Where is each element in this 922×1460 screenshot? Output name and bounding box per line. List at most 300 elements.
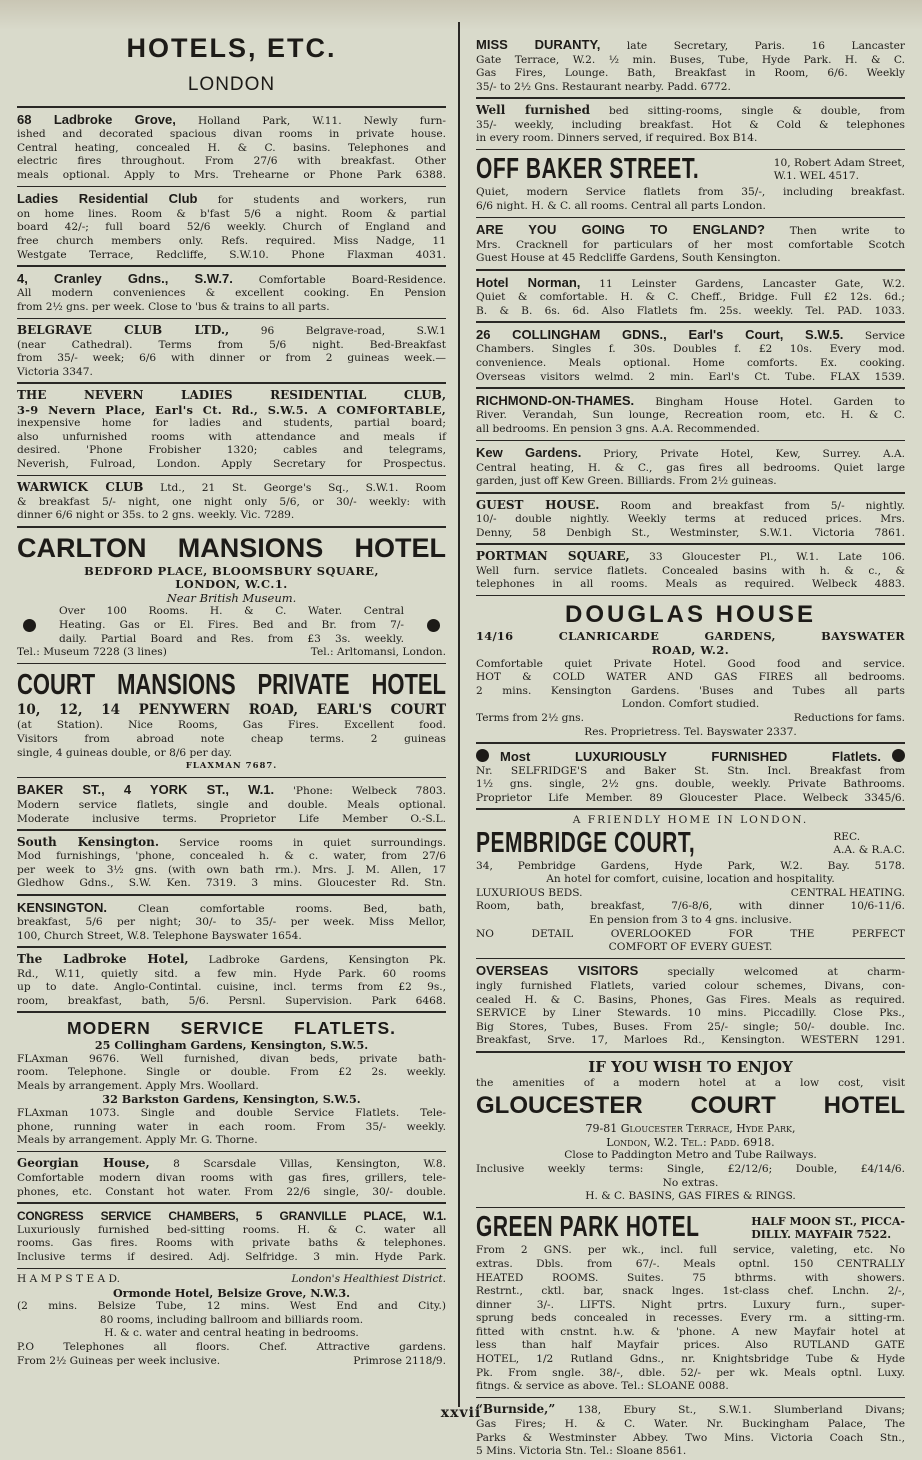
listing-text-left: Tel.: Museum 7228 (3 lines) (17, 646, 167, 659)
listing-text: 10/- double nightly. Weekly terms at reduced prices. Mrs. (476, 513, 905, 526)
listing-line (17, 850, 446, 864)
listing-text: Then write to (764, 225, 906, 238)
listing-text: 25 Collingham Gardens, Kensington, S.W.5. (94, 1038, 369, 1052)
listing-line (476, 792, 905, 806)
listing (17, 899, 446, 945)
listing-name: “Burnside,” (476, 1402, 556, 1417)
listing-line (17, 968, 446, 982)
listing-text: Proprietor Life Member. 89 Gloucester Place. Welbeck 3345/6. (476, 791, 905, 804)
listing-text: Restrnt., cktl. bar, snack lnges. 1st-class chef. Lnchn. 2/-, (476, 1285, 905, 1298)
divider (476, 543, 905, 545)
listing-line (476, 291, 905, 305)
listing-line (476, 54, 905, 68)
listing-text: Over 100 Rooms. H. & C. Water. Central (59, 605, 404, 618)
listing-text: Westgate Terrace, Redcliffe, S.W.10. Phone Flaxman 4031. (17, 248, 446, 261)
listing-text: Holland Park, W.11. Newly furn- (175, 114, 446, 127)
listing (17, 111, 446, 184)
listing-text: Service (843, 329, 905, 342)
listing-text: cealed H. & C. Basins, Phones, Gas Fires. Meals as required. (476, 993, 905, 1006)
listing-line (476, 275, 905, 292)
divider (17, 475, 446, 477)
listing-line (476, 644, 905, 658)
listing-text: CARLTON MANSIONS HOTEL (17, 532, 446, 563)
listing-line (476, 327, 905, 344)
listing-line (17, 271, 446, 288)
listing-line (17, 142, 446, 156)
listing-text: FLAxman 1073. Single and double Service Flatlets. Tele- (17, 1106, 446, 1119)
listing-text: LONDON, W.C.1. (175, 577, 288, 592)
listing (17, 270, 446, 316)
listing-line (17, 835, 446, 851)
listing-line (476, 1021, 905, 1035)
listing-line (476, 887, 905, 901)
listing-text: & breakfast 5/- night, one night only 5/6, or 30/- weekly: with (17, 495, 446, 508)
listing-text: late Secretary, Paris. 16 Lancaster (600, 40, 905, 52)
listing-text: 1½ gns. single, 2½ gns. double, weekly. Private Bathrooms. (476, 778, 905, 791)
divider (17, 318, 446, 320)
listing-line (17, 1251, 446, 1265)
listing (17, 781, 446, 827)
listing-line (476, 778, 905, 792)
listing (476, 392, 905, 438)
listing-line (17, 221, 446, 235)
divider (17, 1202, 446, 1204)
listing-line (17, 1066, 446, 1080)
listing-text: 3-9 Nevern Place, Earl's Ct. Rd., S.W.5. A COMFORTABLE, (17, 402, 446, 417)
divider (17, 894, 446, 896)
listing-line (17, 1053, 446, 1067)
listing-line (17, 191, 446, 208)
listing-line (476, 1339, 905, 1353)
listing-text: En pension from 3 to 4 gns. inclusive. (589, 914, 792, 927)
listing-line (476, 1432, 905, 1446)
listing-line (476, 239, 905, 253)
listing-line (476, 462, 905, 476)
bullet-icon (427, 619, 440, 632)
page-edge-shadow (0, 0, 922, 30)
listing-text: 6/6 night. H. & C. all rooms. Central all parts London. (476, 199, 766, 212)
listing-line (17, 417, 446, 431)
listing-line (476, 1380, 905, 1394)
listing-text: sprung beds concealed in recesses. Every rm. a sitting-rm. (476, 1312, 905, 1325)
listing-line (17, 981, 446, 995)
listing-line (17, 1287, 446, 1301)
listing-text: Quiet, modern Service flatlets from 35/-, including breakfast. (476, 186, 905, 199)
listing-line (17, 112, 446, 129)
listing-text: electric fires throughout. From 27/6 with breakfast. Other (17, 155, 446, 168)
divider (17, 777, 446, 779)
listing-text: Ltd., 21 St. George's Sq., S.W.1. Room (143, 482, 446, 495)
listing (476, 1056, 905, 1205)
listing-line (476, 371, 905, 385)
divider (476, 217, 905, 219)
listing-text: bed sitting-rooms, single & double, from (590, 104, 905, 117)
listing-line (17, 1039, 446, 1053)
listing-name: 68 Ladbroke Grove, (17, 111, 176, 127)
listing-text: 80 rooms, including ballroom and billiards room. (99, 1313, 364, 1326)
listing-text: room. Telephone. Single or double. From £2 2s. weekly. (17, 1066, 446, 1079)
listing (476, 444, 905, 490)
listing-name: THE NEVERN LADIES RESIDENTIAL CLUB, (17, 388, 446, 403)
listing-line (476, 1244, 905, 1258)
divider (17, 265, 446, 267)
listing-line (476, 712, 905, 726)
listing-line (476, 357, 905, 371)
listing-text: phone, running water in each room. From 35/- weekly. (17, 1120, 446, 1133)
listing-text: the amenities of a modern hotel at a low cost, visit (476, 1076, 905, 1089)
listing-text: 96 Belgrave-road, S.W.1 (229, 325, 446, 338)
listing-line (476, 565, 905, 579)
listing-name: KENSINGTON. (17, 899, 108, 915)
listing-line (17, 352, 446, 366)
listing-line (476, 1007, 905, 1021)
listing-line (476, 132, 905, 146)
listing-text: Priory, Private Hotel, Kew, Surrey. A.A. (581, 448, 905, 461)
divider (17, 829, 446, 831)
listing-line (476, 67, 905, 81)
listing (17, 1272, 446, 1369)
listing (17, 387, 446, 473)
listing-line (17, 532, 446, 565)
listing-line (476, 658, 905, 672)
listing-text: Gate Terrace, W.2. ½ min. Buses, Tube, Hyde Park. H. & C. (476, 53, 905, 66)
listing-name: 4, Cranley Gdns., S.W.7. (17, 270, 233, 286)
listing-line (476, 445, 905, 462)
listing-text: London, W.2. Tel.: Padd. 6918. (606, 1135, 775, 1149)
listing-line (17, 323, 446, 339)
listing (476, 274, 905, 320)
listing-text: Res. Proprietress. Tel. Bayswater 2337. (584, 725, 797, 738)
listing-line (17, 301, 446, 315)
listing (476, 153, 905, 214)
listing-name: Kew Gardens. (476, 445, 582, 461)
listing-line (476, 305, 905, 319)
listing-text: HOT & COLD WATER AND GAS FIRES all bedrooms. (476, 671, 905, 684)
listing (476, 962, 905, 1049)
listing-text: Quiet & comfortable. H. & C. Cheff., Bridge. Full £2 12s. 6d.; (476, 291, 905, 304)
listing-text: Bingham House Hotel. Garden to (634, 395, 905, 408)
listing-name: Georgian House, (17, 1156, 150, 1171)
listing-text: fitted with cnstnt. h.w. & 'phone. A new Mayfair hotel at (476, 1325, 905, 1338)
listing-line (476, 549, 905, 565)
listing (17, 531, 446, 661)
listing-line (17, 1273, 446, 1287)
listing-line (476, 928, 905, 942)
divider (476, 808, 905, 810)
listing-address-line: 10, Robert Adam Street, (773, 157, 905, 170)
listing-text: H. & C. BASINS, GAS FIRES & RINGS. (585, 1190, 796, 1203)
listing-text: (at Station). Nice Rooms, Gas Fires. Excellent food. (17, 719, 446, 732)
listing-text: All modern conveniences & excellent cooking. En Pension (17, 287, 446, 300)
listing-text: 138, Ebury St., S.W.1. Slumberland Divans; (555, 1404, 905, 1417)
listing (17, 190, 446, 263)
listing-line (17, 877, 446, 891)
listing-text: HOTEL, 1/2 Rutland Gdns., nr. Knightsbridge Tube & Hyde (476, 1353, 905, 1366)
listing-line (17, 1355, 446, 1369)
listing-name: Hotel Norman, (476, 274, 581, 290)
listing-text-right: London's Healthiest District. (291, 1273, 446, 1286)
listing-line (17, 646, 446, 660)
listing-text: H. & c. water and central heating in bedrooms. (104, 1327, 359, 1340)
listing-text: Comfortable modern divan rooms with gas fires, grillers, tele- (17, 1171, 446, 1184)
listing-text-left: H A M P S T E A D. (17, 1273, 120, 1286)
listing-text: London. Comfort studied. (621, 698, 760, 711)
listing-line (476, 423, 905, 437)
listing-text: Clean comfortable rooms. Bed, bath, (107, 902, 446, 915)
listing-text: Heating. Gas or El. Fires. Bed and Br. from 7/- (59, 618, 404, 631)
listing-text: Overseas visitors welmd. 2 min. Earl's Ct. Tube. FLAX 1539. (476, 370, 905, 383)
listing-text: phones, etc. Constant hot water. From 22/6 single, 30/- double. (17, 1185, 446, 1198)
listing-line (17, 1208, 446, 1224)
listing-line (476, 1312, 905, 1326)
bullet-icon (23, 619, 36, 632)
listing-text-right: Tel.: Arltomansi, London. (310, 646, 446, 659)
listing-text: 'Phone: Welbeck 7803. (274, 785, 446, 798)
listing-line (476, 222, 905, 239)
listing-line (17, 592, 446, 606)
listing-text: dinner 6/6 night or 35s. to 2 gns. weekly. Vic. 7289. (17, 509, 295, 522)
listing-line (17, 1314, 446, 1328)
listing-line (17, 702, 446, 719)
listing-text: 8 Scarsdale Villas, Kensington, W.8. (149, 1158, 446, 1171)
listing-line (17, 169, 446, 183)
listing-text: breakfast, 5/6 per night; 30/- to 35/- per week. Miss Mellor, (17, 916, 446, 929)
listing-headline: PEMBRIDGE COURT, (476, 827, 696, 859)
listing-name: RICHMOND-ON-THAMES. (476, 392, 635, 408)
listing-text: Victoria 3347. (17, 365, 93, 378)
listing-text: An hotel for comfort, cuisine, location and hospitality. (546, 873, 835, 886)
listing-address-line: A.A. & R.A.C. (833, 843, 905, 856)
divider (17, 946, 446, 948)
listing-text: (near Cathedral). Terms from 5/6 night. Bed-Breakfast (17, 338, 446, 351)
listing-text: Pk. From sngle. 38/-, dble. 52/- per wk. Meals optnl. Luxy. (476, 1366, 905, 1379)
listing-text: 32 Barkston Gardens, Kensington, S.W.5. (102, 1092, 361, 1107)
listing-line (17, 249, 446, 263)
listing-text: Neverish, Fulroad, London. Apply Secretary for Prospectus. (17, 458, 446, 471)
listing-line (17, 339, 446, 353)
listing-text: desired. 'Phone Frobisher 1320; cables and telegrams, (17, 444, 446, 457)
listing-line (17, 208, 446, 222)
listing-line (17, 619, 446, 633)
listing-line (17, 404, 446, 418)
listing-name: WARWICK CLUB (17, 480, 144, 495)
listing-name: BAKER ST., 4 YORK ST., W.1. (17, 782, 275, 798)
listing-text: (2 mins. Belsize Tube, 12 mins. West End and City.) (17, 1300, 446, 1313)
listing-text: 2 mins. Kensington Gardens. 'Buses and Tubes all parts (476, 684, 905, 697)
listing-text-left: LUXURIOUS BEDS. (476, 886, 583, 899)
listing-line (17, 1237, 446, 1251)
listing-text: MODERN SERVICE FLATLETS. (67, 1018, 396, 1038)
listing-text: Room and breakfast from 5/- nightly. (599, 499, 905, 512)
listing-text: Ormonde Hotel, Belsize Grove, N.W.3. (112, 1285, 351, 1300)
listing-line (476, 828, 905, 860)
listing-text: COMFORT OF EVERY GUEST. (608, 941, 773, 954)
listing-line (17, 1093, 446, 1107)
listing-text: specially welcomed at charm- (638, 966, 906, 979)
listing-line (476, 600, 905, 630)
listing-text: Ladbroke Gardens, Kensington Pk. (188, 954, 446, 967)
listing-line (476, 698, 905, 712)
listing-address-line: DILLY. MAYFAIR 7522. (751, 1228, 892, 1242)
listing-text: DOUGLAS HOUSE (564, 601, 816, 629)
listing-text: From 2 GNS. per wk., incl. full service, valeting, etc. No (476, 1244, 905, 1257)
listing-text: COURT MANSIONS PRIVATE HOTEL (17, 668, 446, 701)
listing-text: Nr. SELFRIDGE'S and Baker St. Stn. Incl. Breakfast from (476, 764, 905, 777)
listing-text: Parks & Westminster Abbey. Two Mins. Victoria Coach Stn., (476, 1431, 905, 1444)
left-column (17, 30, 446, 1369)
listing-line (476, 1212, 905, 1244)
listing-text: BEDFORD PLACE, BLOOMSBURY SQUARE, (84, 563, 379, 578)
listing (476, 747, 905, 807)
listing-text: Denny, 58 Denbigh St., Westminster, S.W.1. Victoria 7861. (476, 526, 905, 539)
listing-text: Rd., W.11, quietly sitd. a few min. Hyde Park. 60 rooms (17, 967, 446, 980)
listing-text: FLAxman 9676. Well furnished, divan beds, private bath- (17, 1052, 446, 1065)
listing (17, 1155, 446, 1200)
listing-line (476, 1077, 905, 1091)
listing-line (476, 1136, 905, 1150)
listing-text: Chambers. Singles f. 30s. Doubles f. £2 10s. Every mod. (476, 343, 905, 356)
listing (17, 1016, 446, 1149)
listing-text: free church members only. Refs. required. Miss Nadge, 11 (17, 234, 446, 247)
listing-text: Meals by arrangement. Apply Mr. G. Thorne. (17, 1134, 258, 1147)
listing-text: meals optional. Apply to Mrs. Trehearne or Phone Park 6388. (17, 168, 446, 181)
listing-text: ingly furnished Flatlets, varied colour schemes, Divans, con- (476, 980, 905, 992)
listing-line (476, 154, 905, 186)
listing-line (17, 1134, 446, 1148)
listing (476, 1211, 905, 1395)
listing-line (476, 1057, 905, 1077)
listing-name: Well furnished (476, 102, 591, 117)
listing-line (476, 1163, 905, 1177)
listing-line (476, 498, 905, 514)
listing-line (476, 685, 905, 699)
listing (476, 497, 905, 542)
listing-line (17, 1156, 446, 1172)
listing-line (476, 513, 905, 527)
listing-text: Most LUXURIOUSLY FURNISHED Flatlets. (500, 748, 881, 764)
listing-line (17, 1341, 446, 1355)
page-title: HOTELS, ETC. (126, 33, 337, 63)
listing-text: NO DETAIL OVERLOOKED FOR THE PERFECT (476, 927, 905, 940)
listing-text: 35/- weekly, including breakfast. Hot & Cold & telephones (476, 118, 905, 131)
listing-line (476, 726, 905, 740)
listing-line (476, 1258, 905, 1272)
listings (17, 111, 446, 1370)
listing-text-left: Terms from 2½ gns. (476, 711, 584, 724)
listing-line (476, 941, 905, 955)
listing-text: A FRIENDLY HOME IN LONDON. (572, 814, 809, 827)
listing-text: Mrs. Cracknell for particulars of her most comfortable Scotch (476, 238, 905, 251)
listing-name: Ladies Residential Club (17, 191, 198, 207)
listing-text: IF YOU WISH TO ENJOY (588, 1057, 793, 1076)
listing-name: GUEST HOUSE. (476, 497, 600, 512)
listing-line (476, 1367, 905, 1381)
listing-text: Meals by arrangement. Apply Mrs. Woollard. (17, 1079, 259, 1092)
bullet-icon (476, 749, 489, 762)
listing-line (476, 748, 905, 765)
listing-name: The Ladbroke Hotel, (17, 952, 189, 967)
listing-text: less than half Mayfair prices. Also RUTLAND GATE (476, 1339, 905, 1352)
listing-line (17, 1327, 446, 1341)
listing-text: for students and workers, run (197, 194, 446, 207)
listing-text: Inclusive weekly terms: Single, £2/12/6; Double, £4/14/6. (476, 1162, 905, 1175)
listing-line (17, 444, 446, 458)
listing-text: 79-81 Gloucester Terrace, Hyde Park, (585, 1122, 796, 1136)
listing-line (476, 186, 905, 200)
listing-text: GLOUCESTER COURT HOTEL (476, 1092, 905, 1120)
listing-text: single, 4 guineas double, or 8/6 per day. (17, 746, 233, 759)
listing-text: rooms. Gas fires. Rooms with private baths & telephones. (17, 1237, 446, 1250)
listing (476, 326, 905, 385)
listing-text: extras. Dbls. from 67/-. Meals optnl. 150 CENTRALLY (476, 1257, 905, 1270)
listing (476, 36, 905, 95)
listing-line (17, 496, 446, 510)
listing-address-block (774, 157, 905, 183)
listing-name: MISS DURANTY, (476, 37, 601, 52)
divider (17, 526, 446, 528)
listing-text: 33 Gloucester Pl., W.1. Late 106. (629, 550, 905, 563)
listing-text: room, breakfast, bath, 5/6. Persnl. Supervision. Park 6468. (17, 994, 446, 1007)
listing-text: inexpensive home for ladies and students, partial board; (17, 417, 446, 430)
divider (17, 186, 446, 188)
listing-line (17, 1172, 446, 1186)
listing (476, 548, 905, 593)
listing-line (17, 366, 446, 380)
listing-line (17, 782, 446, 799)
listing-text: No extras. (662, 1176, 719, 1189)
listing (17, 322, 446, 380)
listing-line (17, 128, 446, 142)
listing-text: 35/- to 2½ Gns. Restaurant nearby. Padd. 6772. (476, 80, 731, 93)
listing-address-line: W.1. WEL 4517. (773, 170, 860, 183)
listing-line (476, 475, 905, 489)
listing-line (17, 633, 446, 647)
divider (17, 1151, 446, 1153)
listing-name: 26 COLLINGHAM GDNS., Earl's Court, S.W.5. (476, 326, 844, 342)
listing-text: also unfurnished rooms with attendance and meals if (17, 430, 446, 443)
listing-line (476, 914, 905, 928)
listing-address-block (751, 1215, 905, 1241)
listing-text: 34, Pembridge Gardens, Hyde Park, W.2. Bay. 5178. (476, 859, 905, 872)
listing-text: Visitors from abroad note cheap terms. 2 guineas (17, 732, 446, 745)
listing-line (476, 1034, 905, 1048)
listing-text: telephones in all rooms. Meals as required. Welbeck 4883. (476, 578, 905, 591)
listing-text: daily. Partial Board and Res. from £3 3s. weekly. (59, 632, 404, 645)
listing-text: per week to 3½ gns. (with own bath rm.). Mrs. J. M. Allen, 17 (17, 863, 446, 876)
listing (17, 1207, 446, 1266)
divider (17, 1268, 446, 1270)
right-column (476, 36, 905, 1460)
listing-line (476, 103, 905, 119)
listing-line (476, 1353, 905, 1367)
divider (476, 492, 905, 494)
listing-text: board 42/-; full board 52/6 weekly. Church of England and (17, 221, 446, 234)
listing-line (476, 200, 905, 214)
divider (476, 958, 905, 960)
listing-line (17, 388, 446, 404)
listing-name: South Kensington. (17, 834, 160, 849)
listing-line (17, 287, 446, 301)
listing-text: 10, 12, 14 PENYWERN ROAD, EARL'S COURT (17, 702, 446, 719)
listing-line (476, 1090, 905, 1122)
page-number: xxvii (440, 1405, 482, 1421)
divider (476, 595, 905, 597)
listing (476, 221, 905, 267)
section-subtitle: LONDON (187, 74, 276, 95)
divider (476, 387, 905, 389)
listing-line (476, 393, 905, 410)
listing-line (17, 930, 446, 944)
